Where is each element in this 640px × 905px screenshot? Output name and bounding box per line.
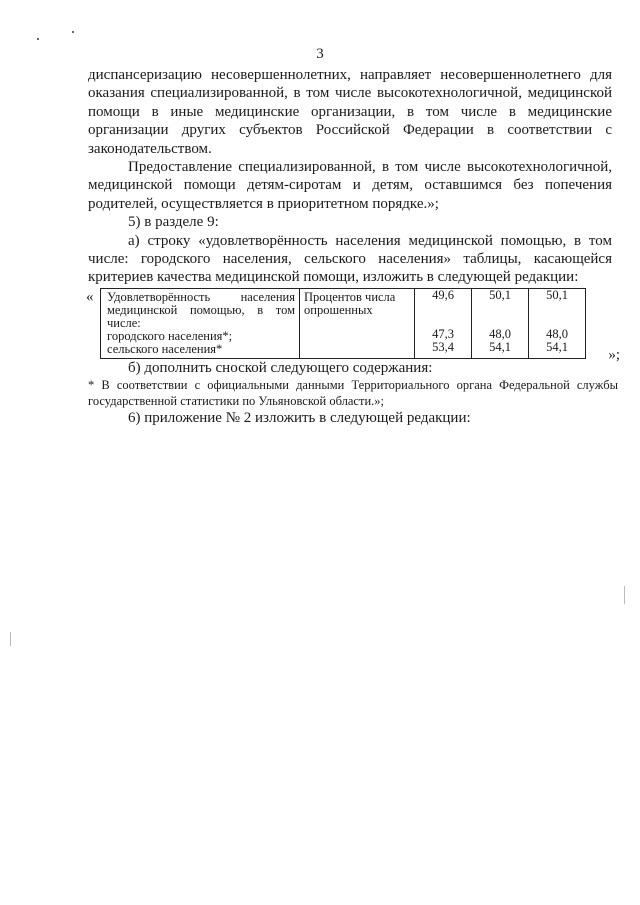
quality-criteria-table-block (86, 287, 620, 363)
table-close-quote: »; (608, 346, 620, 363)
value-rural: 54,1 (546, 339, 568, 354)
unit-cell (300, 288, 415, 358)
scan-speck (37, 38, 39, 40)
value-urban: 48,0 (489, 326, 511, 341)
indicator-label: Удовлетворённость населения медицинской помощью, в том числе: (107, 289, 295, 330)
paragraph-item-5: 5) в разделе 9: (128, 214, 219, 231)
paragraph-item-5b: б) дополнить сноской следующего содержания: (128, 359, 433, 376)
value-cell (472, 288, 529, 358)
scan-speck (72, 31, 74, 33)
paragraph-item-6: 6) приложение № 2 изложить в следующей редакции: (128, 410, 471, 427)
footnote: * В соответствии с официальными данными Территориального органа Федеральной службы государственной статистики по Ульяновской области.»; (88, 378, 618, 409)
unit-label: Процентов числа опрошенных (304, 289, 396, 317)
value-urban: 47,3 (432, 326, 454, 341)
scan-edge-mark (10, 632, 11, 646)
scan-edge-mark (624, 586, 625, 604)
value-total: 49,6 (432, 287, 454, 302)
value-total: 50,1 (546, 287, 568, 302)
paragraph-continuation: диспансеризацию несовершеннолетних, направляет несовершеннолетнего для оказания специализированной, в том числе высокотехнологичной, медицинской помощи в иные медицинские организации, в том числе в медицинские организации других субъектов Российской Федерации в соответствии с законодательством. (88, 67, 612, 157)
indicator-urban-label: городского населения*; (107, 328, 233, 343)
value-urban: 48,0 (546, 326, 568, 341)
value-cell (529, 288, 586, 358)
value-cell (415, 288, 472, 358)
indicator-cell (101, 288, 300, 358)
value-rural: 53,4 (432, 339, 454, 354)
table-row (101, 288, 586, 358)
indicator-rural-label: сельского населения* (107, 341, 223, 356)
value-total: 50,1 (489, 287, 511, 302)
quality-criteria-table (100, 288, 586, 359)
value-rural: 54,1 (489, 339, 511, 354)
page-number: 3 (316, 46, 324, 62)
paragraph-item-5a: а) строку «удовлетворённость населения медицинской помощью, в том числе: городского населения, сельского населения» таблицы, касающейся критериев качества медицинской помощи, изложить в следующей редакции: (88, 232, 612, 286)
table-open-quote: « (86, 288, 94, 305)
document-body (86, 66, 620, 428)
paragraph-priority-care: Предоставление специализированной, в том числе высокотехнологичной, медицинской помощи детям-сиротам и детям, оставшимся без попечения родителей, осуществляется в приоритетном порядке.»; (88, 159, 612, 212)
